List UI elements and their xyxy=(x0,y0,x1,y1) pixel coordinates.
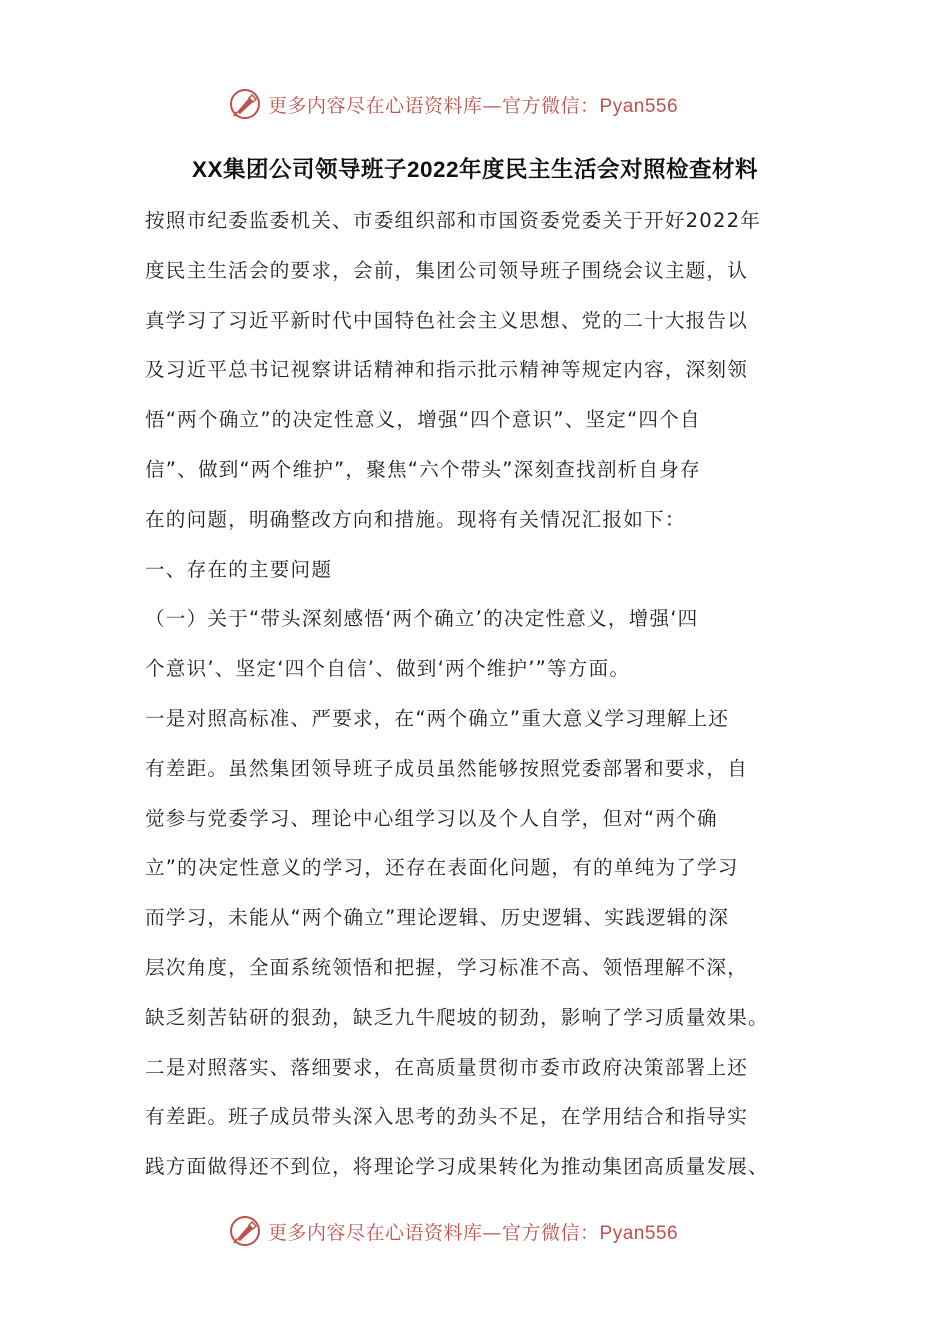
body-line: 信”、做到“两个维护”，聚焦“六个带头”深刻查找剖析自身存 xyxy=(145,457,701,481)
subsection-heading: （一）关于“带头深刻感悟‘两个确立’的决定性意义，增强‘四 xyxy=(145,607,699,631)
footer-wechat-id: Pyan556 xyxy=(599,1222,679,1244)
body-line: 按照市纪委监委机关、市委组织部和市国资委党委关于开好2022年 xyxy=(145,209,762,232)
body-line: 悟“两个确立”的决定性意义，增强“四个意识”、坚定“四个自 xyxy=(145,408,701,432)
document-title: XX集团公司领导班子2022年度民主生活会对照检查材料 xyxy=(191,157,759,182)
body-line: 层次角度，全面系统领悟和把握，学习标准不高、领悟理解不深， xyxy=(145,955,749,979)
body-line: 有差距。虽然集团领导班子成员虽然能够按照党委部署和要求，自 xyxy=(145,756,749,780)
subsection-heading: 个意识’、坚定‘四个自信’、做到‘两个维护’”等方面。 xyxy=(145,657,631,681)
body-line: 有差距。班子成员带头深入思考的劲头不足，在学用结合和指导实 xyxy=(145,1105,749,1129)
pen-nib-logo-icon xyxy=(228,1214,262,1248)
body-line: 践方面做得还不到位，将理论学习成果转化为推动集团高质量发展、 xyxy=(145,1155,769,1179)
pen-nib-logo-icon xyxy=(228,87,262,121)
body-line: 立”的决定性意义的学习，还存在表面化问题，有的单纯为了学习 xyxy=(145,856,739,880)
body-line: 二是对照落实、落细要求，在高质量贯彻市委市政府决策部署上还 xyxy=(145,1055,749,1079)
body-line: 在的问题，明确整改方向和措施。现将有关情况汇报如下： xyxy=(145,507,686,531)
header-banner xyxy=(228,84,748,124)
document-body xyxy=(145,196,830,1192)
footer-banner-text: 更多内容尽在心语资料库—官方微信：Pyan556 xyxy=(268,1221,679,1244)
body-line: 真学习了习近平新时代中国特色社会主义思想、党的二十大报告以 xyxy=(145,308,749,332)
body-line: 而学习，未能从“两个确立”理论逻辑、历史逻辑、实践逻辑的深 xyxy=(145,906,730,930)
footer-banner xyxy=(228,1211,748,1251)
body-line: 一是对照高标准、严要求，在“两个确立”重大意义学习理解上还 xyxy=(145,706,730,730)
body-line: 缺乏刻苦钻研的狠劲，缺乏九牛爬坡的韧劲，影响了学习质量效果。 xyxy=(145,1005,769,1029)
body-line: 觉参与党委学习、理论中心组学习以及个人自学，但对“两个确 xyxy=(145,806,718,830)
header-banner-text: 更多内容尽在心语资料库—官方微信：Pyan556 xyxy=(268,94,679,117)
header-wechat-id: Pyan556 xyxy=(599,95,679,117)
section-heading: 一、存在的主要问题 xyxy=(145,557,333,581)
body-line: 及习近平总书记视察讲话精神和指示批示精神等规定内容，深刻领 xyxy=(145,358,749,382)
body-line: 度民主生活会的要求，会前，集团公司领导班子围绕会议主题，认 xyxy=(145,258,749,282)
